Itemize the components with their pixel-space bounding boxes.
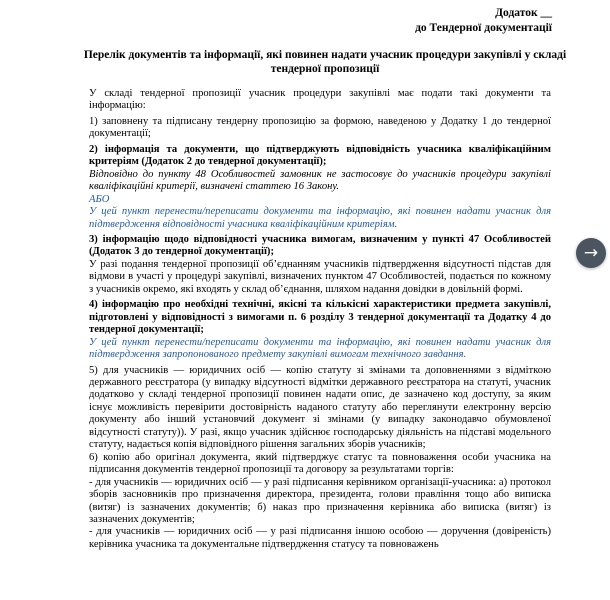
item-6: 6) копію або оригінал документа, який підтверджує статус та повноваження особи учасника на підписання документів тендерної пропозиції та договору за результатами торгів:: [89, 451, 551, 476]
annex-number: Додаток __: [495, 7, 552, 19]
item-3-text: У разі подання тендерної пропозиції об’єднанням учасників підтвердження відсутності підстав для відмови в участі у процедурі закупівлі, визначених пунктом 47 Особливостей, подається по кожному з учасників окремо, які входять у склад об’єднання, шляхом надання довідки в довільній формі.: [89, 258, 551, 295]
annex-reference: до Тендерної документації: [415, 21, 552, 34]
annex-header: [415, 6, 552, 35]
item-2-or: АБО: [89, 193, 110, 205]
item-5: 5) для учасників — юридичних осіб — копію статуту зі змінами та доповненнями з відміткою державного реєстратора (у випадку відсутності відмітки державного реєстратора на статуті, учасник додатково у складі тендерної пропозиції повинен надати опис, де зазначено код доступу, за яким існує можливість перевірити достовірність наданого статуту або переглянути електронну версію документу або інший установчий документ зі змінами (у випадку законодавчо обумовленої відсутності статуту)). У разі, якщо учасник здійснює господарську діяльність на підставі модельного статуту, надається копія відповідного рішення загальних зборів учасників;: [89, 364, 551, 451]
item-2-note: Відповідно до пункту 48 Особливостей замовник не застосовує до учасників процедури закупівлі кваліфікаційні критерії, визначені статтею 16 Закону.: [89, 168, 551, 193]
next-page-button[interactable]: [576, 238, 606, 268]
item-2-heading: 2) інформація та документи, що підтверджують відповідність учасника кваліфікаційним критеріям (Додаток 2 до тендерної документації);: [89, 143, 551, 168]
arrow-right-icon: →: [583, 242, 599, 263]
item-2-instruction: У цей пункт перенести/переписати документи та інформацію, які повинен надати учасник для підтвердження відповідності учасника кваліфікаційним критеріям.: [89, 206, 551, 230]
item-1: 1) заповнену та підписану тендерну пропозицію за формою, наведеною у Додатку 1 до тендерної документації;: [89, 115, 551, 140]
item-6-b: - для учасників — юридичних осіб — у разі підписання іншою особою — доручення (довіреність) керівника учасника та документальне підтвердження статусу та повноважень: [89, 526, 551, 550]
document-title: Перелік документів та інформації, які повинен надати учасник процедури закупівлі у складі тендерної пропозиції: [83, 49, 567, 75]
item-4-heading: 4) інформацію про необхідні технічні, якісні та кількісні характеристики предмета закупівлі, підготовлені у відповідності з вимогами п. 6 розділу 3 тендерної документації та Додатку 4 до тендерної документації;: [89, 299, 551, 336]
item-6-a: - для учасників — юридичних осіб — у разі підписання керівником організації-учасника: а) протокол зборів засновників про призначення директора, президента, голови правління тощо або виписка (витяг) із зазначених документів; б) наказ про призначення керівника або виписка (витяг) із зазначених документів;: [89, 476, 551, 525]
item-4-instruction: У цей пункт перенести/переписати документи та інформацію, які повинен надати учасник для підтвердження запропонованого предмету закупівлі вимогам технічного завдання.: [89, 336, 551, 361]
document-body: [89, 88, 551, 551]
intro-paragraph: У складі тендерної пропозиції учасник процедури закупівлі має подати такі документи та інформацію:: [89, 88, 551, 112]
item-3-heading: 3) інформацію щодо відповідності учасника вимогам, визначеним у пункті 47 Особливостей (Додаток 3 до тендерної документації);: [89, 233, 551, 258]
